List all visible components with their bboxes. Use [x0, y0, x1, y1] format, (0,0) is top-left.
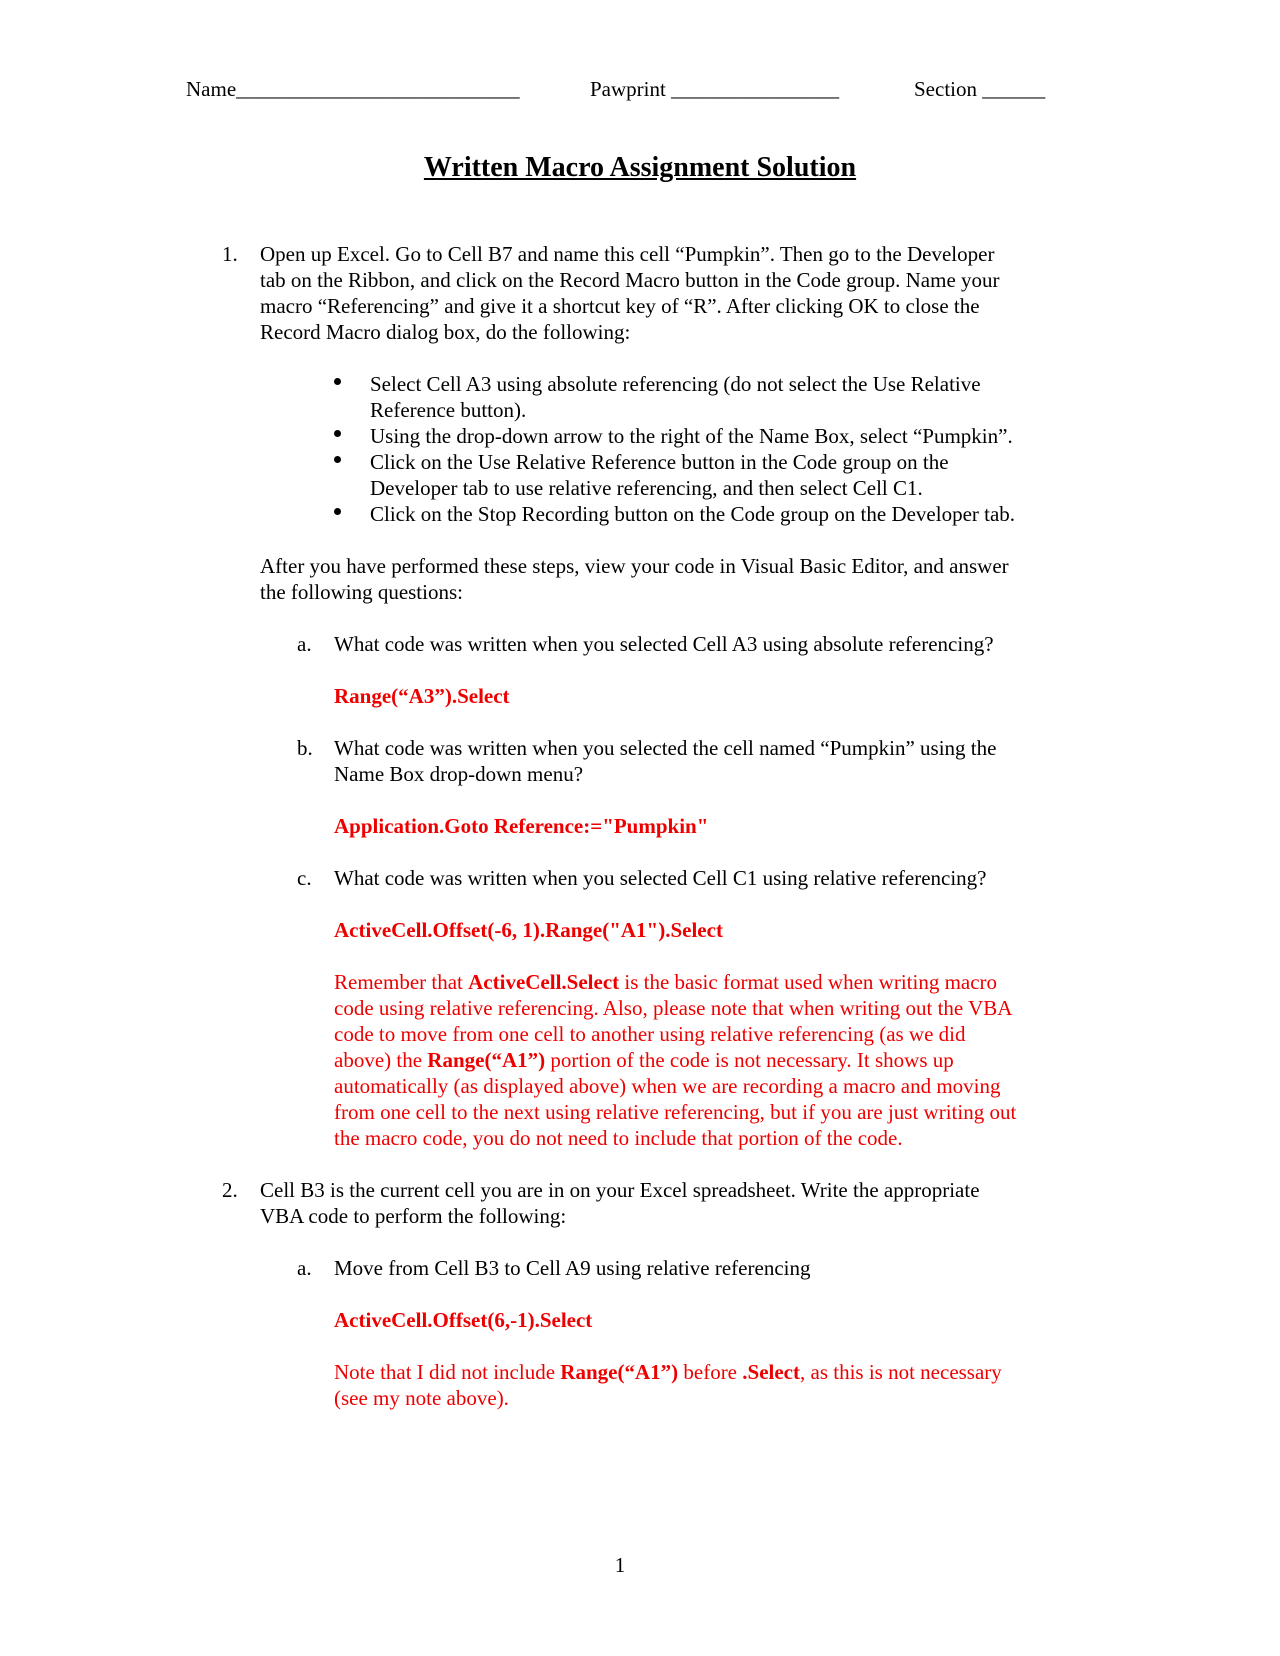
subq-letter: a.: [297, 1256, 312, 1280]
note-line: from one cell to the next using relative referencing, but if you are just writing out: [334, 1100, 1017, 1124]
section-field: Section ______: [914, 77, 1046, 101]
note-line: the macro code, you do not need to include that portion of the code.: [334, 1126, 903, 1150]
subq-letter: a.: [297, 632, 312, 656]
bullet-dot: [334, 378, 341, 385]
subq-question: What code was written when you selected Cell C1 using relative referencing?: [334, 866, 987, 890]
note-code: Range(“A1”): [560, 1360, 679, 1384]
answer-code: Range(“A3”).Select: [334, 684, 510, 708]
pawprint-field: Pawprint ________________: [590, 77, 840, 101]
subq-question: What code was written when you selected the cell named “Pumpkin” using the: [334, 736, 997, 760]
subq-letter: b.: [297, 736, 313, 760]
q1-line: macro “Referencing” and give it a shortcut key of “R”. After clicking OK to close the: [260, 294, 980, 318]
note-line: [334, 1359, 1002, 1385]
page-title: Written Macro Assignment Solution: [423, 152, 857, 183]
note-text: is the basic format used when writing macro: [619, 970, 998, 994]
name-field: Name___________________________: [186, 77, 520, 101]
note-text: , as this is not necessary: [800, 1360, 1002, 1384]
note-text: before: [678, 1360, 743, 1384]
bullet-text: Using the drop-down arrow to the right of the Name Box, select “Pumpkin”.: [370, 424, 1013, 448]
subq-question: Name Box drop-down menu?: [334, 762, 584, 786]
note-line: (see my note above).: [334, 1386, 509, 1410]
note-line: automatically (as displayed above) when we are recording a macro and moving: [334, 1074, 1001, 1098]
q1-line: Record Macro dialog box, do the following:: [260, 320, 631, 344]
subq-letter: c.: [297, 866, 312, 890]
note-text: above) the: [334, 1048, 428, 1072]
answer-code: ActiveCell.Offset(6,-1).Select: [334, 1308, 593, 1332]
bullet-text: Developer tab to use relative referencing, and then select Cell C1.: [370, 476, 923, 500]
answer-code: ActiveCell.Offset(-6, 1).Range("A1").Select: [334, 918, 723, 942]
q1-line: tab on the Ribbon, and click on the Record Macro button in the Code group. Name your: [260, 268, 1000, 292]
bullet-dot: [334, 508, 341, 515]
q2-line: VBA code to perform the following:: [260, 1204, 567, 1228]
note-text: Note that I did not include: [334, 1360, 561, 1384]
note-text: Remember that: [334, 970, 469, 994]
bullet-text: Click on the Stop Recording button on the Code group on the Developer tab.: [370, 502, 1016, 526]
note-line: [334, 969, 997, 995]
bullet-dot: [334, 430, 341, 437]
bullet-text: Reference button).: [370, 398, 527, 422]
subq-question: What code was written when you selected Cell A3 using absolute referencing?: [334, 632, 994, 656]
note-code: ActiveCell.Select: [468, 970, 620, 994]
note-line: code using relative referencing. Also, please note that when writing out the VBA: [334, 996, 1013, 1020]
q2-line: Cell B3 is the current cell you are in on your Excel spreadsheet. Write the appropriate: [260, 1178, 980, 1202]
subq-question: Move from Cell B3 to Cell A9 using relative referencing: [334, 1256, 811, 1280]
q2-number: 2.: [222, 1178, 238, 1202]
note-line: code to move from one cell to another using relative referencing (as we did: [334, 1022, 966, 1046]
note-code: Range(“A1”): [427, 1048, 546, 1072]
note-code: .Select: [742, 1360, 800, 1384]
note-text: portion of the code is not necessary. It shows up: [545, 1048, 954, 1072]
bullet-text: Select Cell A3 using absolute referencing (do not select the Use Relative: [370, 372, 981, 396]
note-line: [334, 1047, 954, 1073]
answer-code: Application.Goto Reference:="Pumpkin": [334, 814, 709, 838]
bullet-dot: [334, 456, 341, 463]
bullet-text: Click on the Use Relative Reference button in the Code group on the: [370, 450, 949, 474]
q1-line: Open up Excel. Go to Cell B7 and name this cell “Pumpkin”. Then go to the Developer: [260, 242, 995, 266]
instructions-line: After you have performed these steps, view your code in Visual Basic Editor, and answer: [260, 554, 1009, 578]
instructions-line: the following questions:: [260, 580, 463, 604]
q1-number: 1.: [222, 242, 238, 266]
page-number: 1: [614, 1553, 626, 1577]
